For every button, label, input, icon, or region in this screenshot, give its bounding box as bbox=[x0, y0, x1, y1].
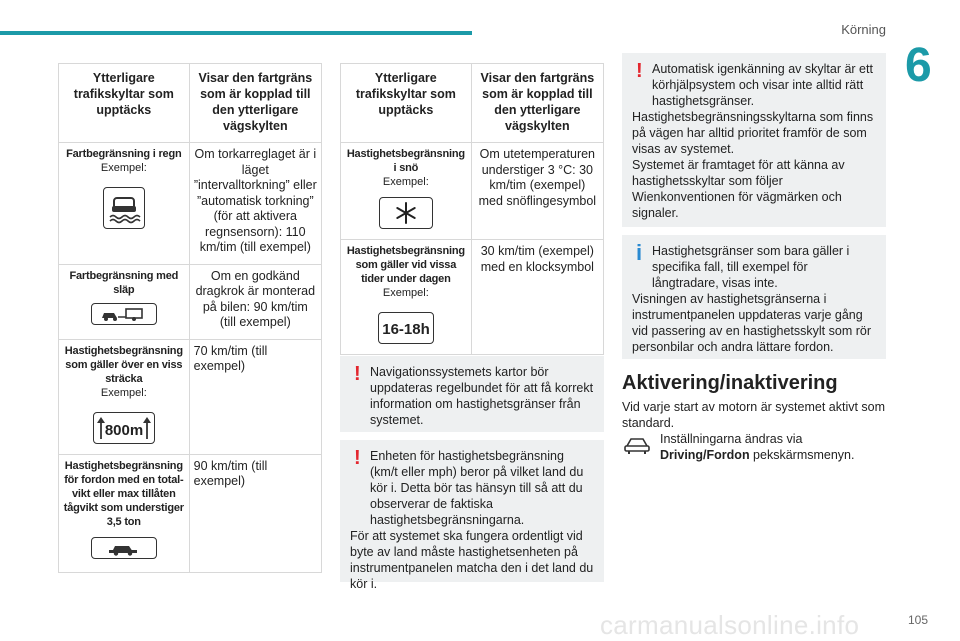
warning-note-maps bbox=[340, 356, 604, 432]
warning-icon: ! bbox=[354, 447, 361, 469]
note-text: Visningen av hastighetsgränserna i instrumentpanelen uppdateras varje gång vid passering av en hastighetsskylt som rör personbilar och andra lättare fordon. bbox=[632, 292, 871, 354]
info-icon: i bbox=[636, 240, 643, 265]
table-cell: Om torkarreglaget är i läget ”intervalltorkning” eller ”automatisk torkning” (för att aktivera regnsensorn): 110 km/tim (till exempel) bbox=[189, 143, 321, 265]
note-text: Systemet är framtaget för att känna av hastighetsskyltar som följer Wienkonventionen för vägmärken och signaler. bbox=[632, 158, 845, 220]
distance-800m-icon bbox=[93, 412, 155, 444]
example-label: Exempel: bbox=[100, 386, 147, 399]
settings-text: Inställningarna ändras via bbox=[660, 432, 803, 446]
settings-text: pekskärmsmenyn. bbox=[749, 448, 855, 462]
sign-text: 16-18h bbox=[382, 321, 430, 338]
warning-note-recognition bbox=[622, 53, 886, 227]
sign-table-left bbox=[58, 63, 322, 573]
table-row bbox=[59, 339, 322, 454]
table-header: Ytterligare trafikskyltar som upptäcks bbox=[341, 64, 472, 143]
table-row bbox=[341, 143, 604, 240]
activation-intro: Vid varje start av motorn är systemet aktivt som standard. bbox=[622, 400, 886, 430]
section-title: Körning bbox=[841, 22, 886, 37]
example-label: Exempel: bbox=[382, 176, 429, 188]
table-header: Visar den fartgräns som är kopplad till den ytterligare vägskylten bbox=[189, 64, 321, 143]
note-text: För att systemet ska fungera ordentligt vid byte av land måste hastighetsenheten på instrumentpanelen matcha den i det land du kör i. bbox=[350, 529, 594, 591]
table-header: Ytterligare trafikskyltar som upptäcks bbox=[59, 64, 190, 143]
note-text: Navigationssystemets kartor bör uppdateras regelbundet för att få korrekt information om hastighetsgränser från systemet. bbox=[370, 365, 594, 427]
menu-name: Driving/Fordon bbox=[660, 448, 750, 462]
time-sign-icon bbox=[378, 312, 434, 344]
table-cell: Om utetemperaturen understiger 3 °C: 30 km/tim (exempel) med snöflingesymbol bbox=[471, 143, 603, 240]
example-label: Exempel: bbox=[382, 287, 429, 299]
sign-label: Hastighetsbegränsning som gäller vid vissa tider under dagen bbox=[346, 245, 465, 285]
warning-icon: ! bbox=[354, 363, 361, 385]
table-cell: 30 km/tim (exempel) med en klocksymbol bbox=[471, 240, 603, 355]
section-heading: Aktivering/inaktivering bbox=[622, 372, 838, 394]
note-text: Automatisk igenkänning av skyltar är ett körhjälpsystem och visar inte alltid rätt hastighetsgränser. bbox=[652, 62, 873, 108]
info-note-limits bbox=[622, 235, 886, 359]
car-settings-icon bbox=[622, 434, 656, 460]
car-icon bbox=[91, 537, 157, 559]
page-number: 105 bbox=[907, 613, 928, 627]
car-trailer-icon bbox=[91, 303, 157, 325]
sign-label: Fartbegränsning i regn bbox=[66, 148, 182, 160]
table-row bbox=[59, 454, 322, 572]
warning-icon: ! bbox=[636, 60, 643, 82]
table-cell: 70 km/tim (till exempel) bbox=[189, 339, 321, 454]
warning-note-units bbox=[340, 440, 604, 591]
activation-settings bbox=[660, 431, 886, 463]
table-header: Visar den fartgräns som är kopplad till den ytterligare vägskylten bbox=[471, 64, 603, 143]
table-cell: Om en godkänd dragkrok är monterad på bilen: 90 km/tim (till exempel) bbox=[189, 264, 321, 339]
table-row bbox=[59, 143, 322, 265]
chapter-number: 6 bbox=[905, 39, 932, 92]
snowflake-icon bbox=[379, 197, 433, 229]
sign-text: 800m bbox=[104, 421, 143, 439]
note-text: Hastighetsbegränsningsskyltarna som finns på vägen har alltid prioritet framför de som visas av systemet. bbox=[632, 110, 874, 156]
sign-label: Hastighetsbegränsning i snö bbox=[346, 148, 465, 174]
sign-label: Hastighetsbegränsning för fordon med en total- vikt eller max tillåten tågvikt som understiger 3,5 ton bbox=[63, 459, 184, 528]
table-cell: 90 km/tim (till exempel) bbox=[189, 454, 321, 572]
table-row bbox=[59, 264, 322, 339]
sign-label: Fartbegränsning med släp bbox=[69, 269, 179, 296]
sign-label: Hastighetsbegränsning som gäller över en viss sträcka bbox=[64, 344, 183, 385]
note-text: Enheten för hastighetsbegränsning (km/t eller mph) beror på vilket land du kör i. Detta bör tas hänsyn till så att du observerar de faktiska hastighetsbegränsningarna. bbox=[370, 449, 584, 527]
watermark: carmanualsonline.info bbox=[600, 610, 860, 640]
table-row bbox=[341, 240, 604, 355]
note-text: Hastighetsgränser som bara gäller i specifika fall, till exempel för långtradare, visas inte. bbox=[652, 244, 850, 290]
rain-road-icon bbox=[103, 187, 145, 229]
sign-table-middle bbox=[340, 63, 604, 355]
header-accent-bar bbox=[0, 31, 472, 35]
example-label: Exempel: bbox=[100, 162, 147, 174]
